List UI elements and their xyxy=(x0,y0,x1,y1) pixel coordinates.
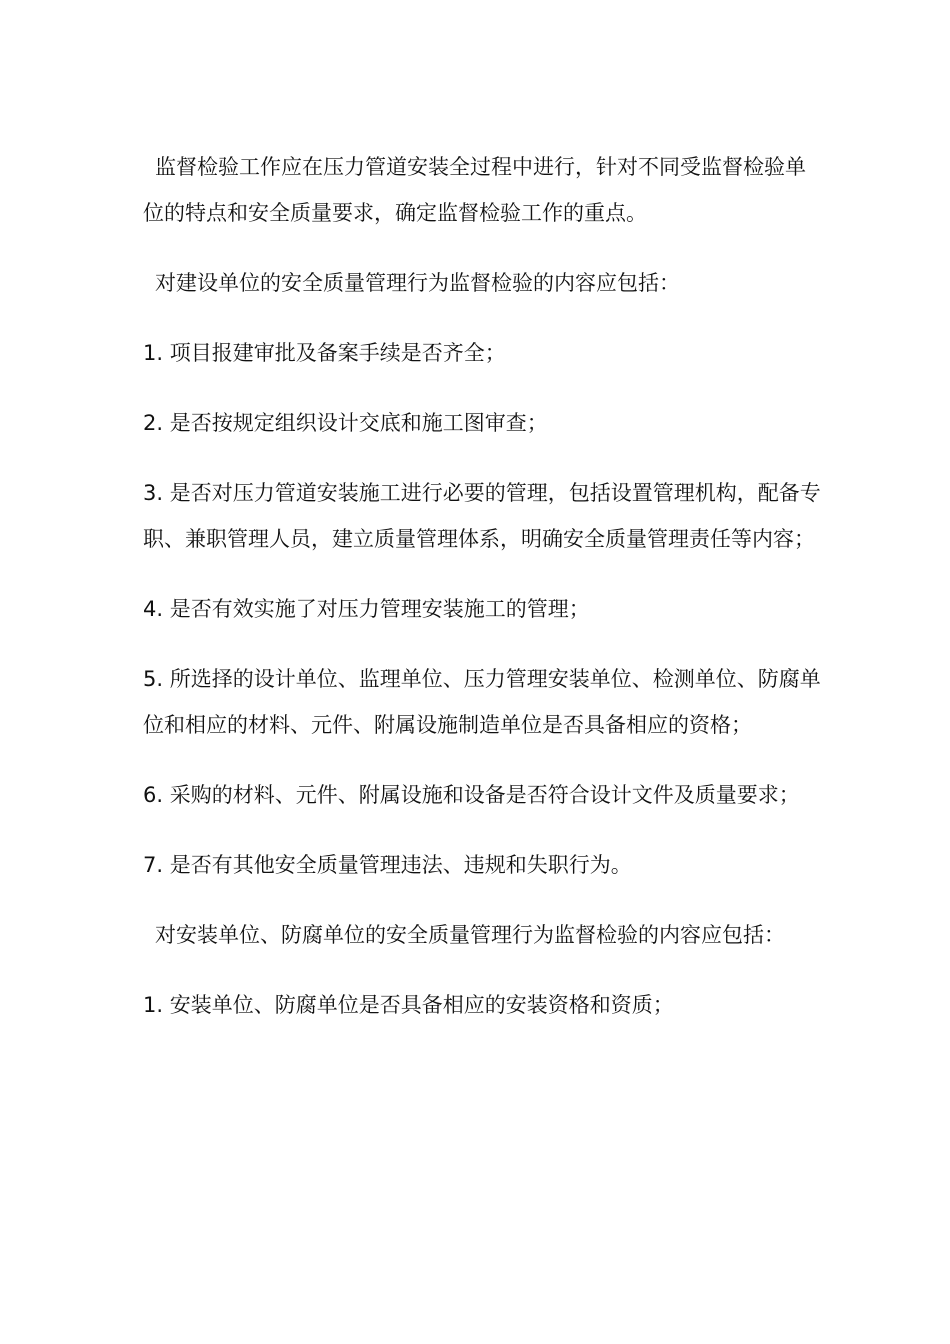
intro-paragraph: 监督检验工作应在压力管道安装全过程中进行，针对不同受监督检验单位的特点和安全质量要求，确定监督检验工作的重点。 xyxy=(143,155,806,225)
section-heading-construction-unit: 对建设单位的安全质量管理行为监督检验的内容应包括： xyxy=(155,271,680,295)
list-item: 1. 项目报建审批及备案手续是否齐全； xyxy=(143,341,506,365)
list-item: 1. 安装单位、防腐单位是否具备相应的安装资格和资质； xyxy=(143,993,674,1017)
list-item: 4. 是否有效实施了对压力管理安装施工的管理； xyxy=(143,597,590,621)
list-item: 3. 是否对压力管道安装施工进行必要的管理，包括设置管理机构，配备专职、兼职管理人员，建立质量管理体系，明确安全质量管理责任等内容； xyxy=(143,481,821,551)
list-item: 7. 是否有其他安全质量管理违法、违规和失职行为。 xyxy=(143,853,632,877)
list-item: 6. 采购的材料、元件、附属设施和设备是否符合设计文件及质量要求； xyxy=(143,783,800,807)
list-item: 2. 是否按规定组织设计交底和施工图审查； xyxy=(143,411,548,435)
section-heading-installation-unit: 对安装单位、防腐单位的安全质量管理行为监督检验的内容应包括： xyxy=(155,923,785,947)
list-item: 5. 所选择的设计单位、监理单位、压力管理安装单位、检测单位、防腐单位和相应的材料、元件、附属设施制造单位是否具备相应的资格； xyxy=(143,667,821,737)
document-body xyxy=(143,144,823,1028)
